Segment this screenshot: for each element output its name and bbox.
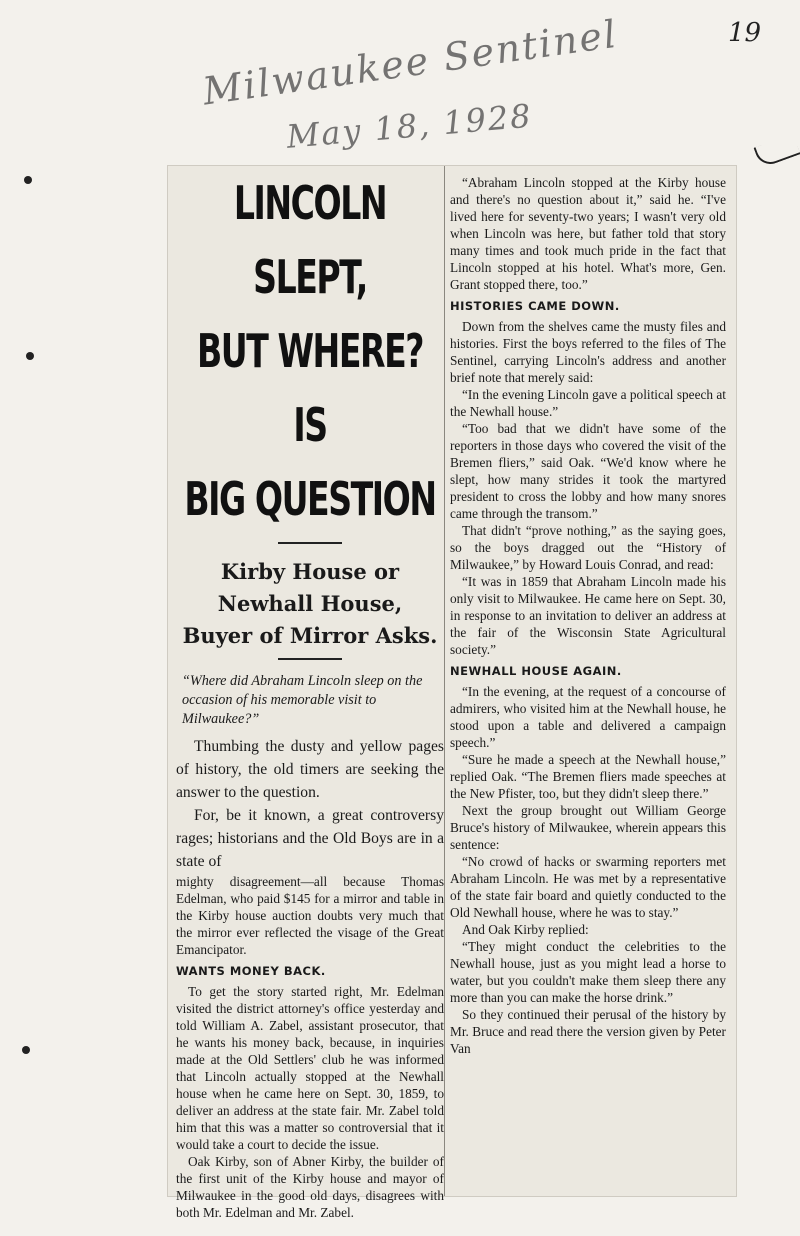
paragraph: “In the evening Lincoln gave a political speech at the Newhall house.” (450, 387, 726, 419)
punch-hole (22, 1046, 30, 1054)
left-column (176, 166, 444, 1221)
lead-quote: “Where did Abraham Lincoln sleep on the occasion of his memorable visit to Milwaukee?” (182, 673, 423, 727)
punch-hole (26, 352, 34, 360)
margin-mark (754, 133, 800, 168)
column-rule (444, 166, 445, 1196)
paragraph: “Too bad that we didn't have some of the reporters in those days who covered the visit of the Bremen fliers,” said Oak. “We'd know where he slept, how many strides it took the martyred president to cross the lobby and how many snores came through the transom.” (450, 421, 726, 521)
paragraph: “In the evening, at the request of a concourse of admirers, who visited him at the Newhall house, he stood upon a table and delivered a campaign speech.” (450, 684, 726, 750)
paragraph: That didn't “prove nothing,” as the saying goes, so the boys dragged out the “History of Milwaukee,” by Howard Louis Conrad, and read: (450, 523, 726, 572)
headline-line: BIG QUESTION (184, 472, 436, 526)
handwritten-source: Milwaukee Sentinel (200, 11, 621, 114)
deck-subheading: Kirby House or Newhall House, Buyer of Mirror Asks. (182, 559, 438, 648)
paragraph: “No crowd of hacks or swarming reporters met Abraham Lincoln. He was met by a representative of the state fair board and quietly conducted to the Old Newhall house, where he was to stay.” (450, 854, 726, 920)
section-subhead: NEWHALL HOUSE AGAIN. (450, 664, 622, 678)
paragraph: Next the group brought out William George Bruce's history of Milwaukee, wherein appears this sentence: (450, 803, 726, 852)
headline (180, 166, 439, 536)
section-subhead: WANTS MONEY BACK. (176, 964, 326, 978)
paragraph: And Oak Kirby replied: (462, 922, 589, 937)
paragraph: “They might conduct the celebrities to the Newhall house, just as you might lead a horse to water, but you couldn't make them sleep there any more than you can make the horse drink.” (450, 939, 726, 1005)
paragraph: To get the story started right, Mr. Edelman visited the district attorney's office yesterday and told William A. Zabel, assistant prosecutor, that he wants his money back, because, in inquiries made at the Old Settlers' club he was informed that Lincoln actually stopped at the Newhall house when he came here on Sept. 30, 1859, to deliver an address at the state fair. Mr. Zabel told him that this was a matter so controversial that it would take a court to decide the issue. (176, 984, 444, 1152)
headline-line: LINCOLN SLEPT, (233, 176, 387, 304)
newspaper-clipping (168, 166, 736, 1220)
page-number: 19 (728, 18, 762, 48)
headline-line: BUT WHERE? IS (196, 324, 424, 452)
punch-hole (24, 176, 32, 184)
paragraph: For, be it known, a great controversy rages; historians and the Old Boys are in a state of (176, 807, 444, 870)
divider (278, 658, 342, 660)
paragraph: So they continued their perusal of the history by Mr. Bruce and read there the version given by Peter Van (450, 1007, 726, 1056)
paragraph: “Abraham Lincoln stopped at the Kirby house and there's no question about it,” said he. “I've lived here for seventy-two years; I wasn't very old when Lincoln was here, but father told that story many times and took much pride in the fact that Lincoln stopped at his hotel. What's more, Gen. Grant stopped there, too.” (450, 175, 726, 292)
paragraph: mighty disagreement—all because Thomas Edelman, who paid $145 for a mirror and table in the Kirby house auction doubts very much that the mirror ever reflected the visage of the Great Emancipator. (176, 874, 444, 957)
paragraph: “It was in 1859 that Abraham Lincoln made his only visit to Milwaukee. He came here on Sept. 30, in response to an invitation to deliver an address at the fair of the Wisconsin State Agricultural society.” (450, 574, 726, 657)
right-column (450, 174, 726, 1057)
paragraph: Oak Kirby, son of Abner Kirby, the builder of the first unit of the Kirby house and mayor of Milwaukee in the good old days, disagrees with both Mr. Edelman and Mr. Zabel. (176, 1154, 444, 1220)
paragraph: “Sure he made a speech at the Newhall house,” replied Oak. “The Bremen fliers made speeches at the New Pfister, too, but they didn't sleep there.” (450, 752, 726, 801)
paragraph: Down from the shelves came the musty files and histories. First the boys referred to the files of The Sentinel, carrying Lincoln's address and another brief note that merely said: (450, 319, 726, 385)
paragraph: Thumbing the dusty and yellow pages of history, the old timers are seeking the answer to the question. (176, 738, 444, 801)
section-subhead: HISTORIES CAME DOWN. (450, 299, 620, 313)
divider (278, 542, 342, 544)
handwritten-date: May 18, 1928 (285, 96, 534, 156)
